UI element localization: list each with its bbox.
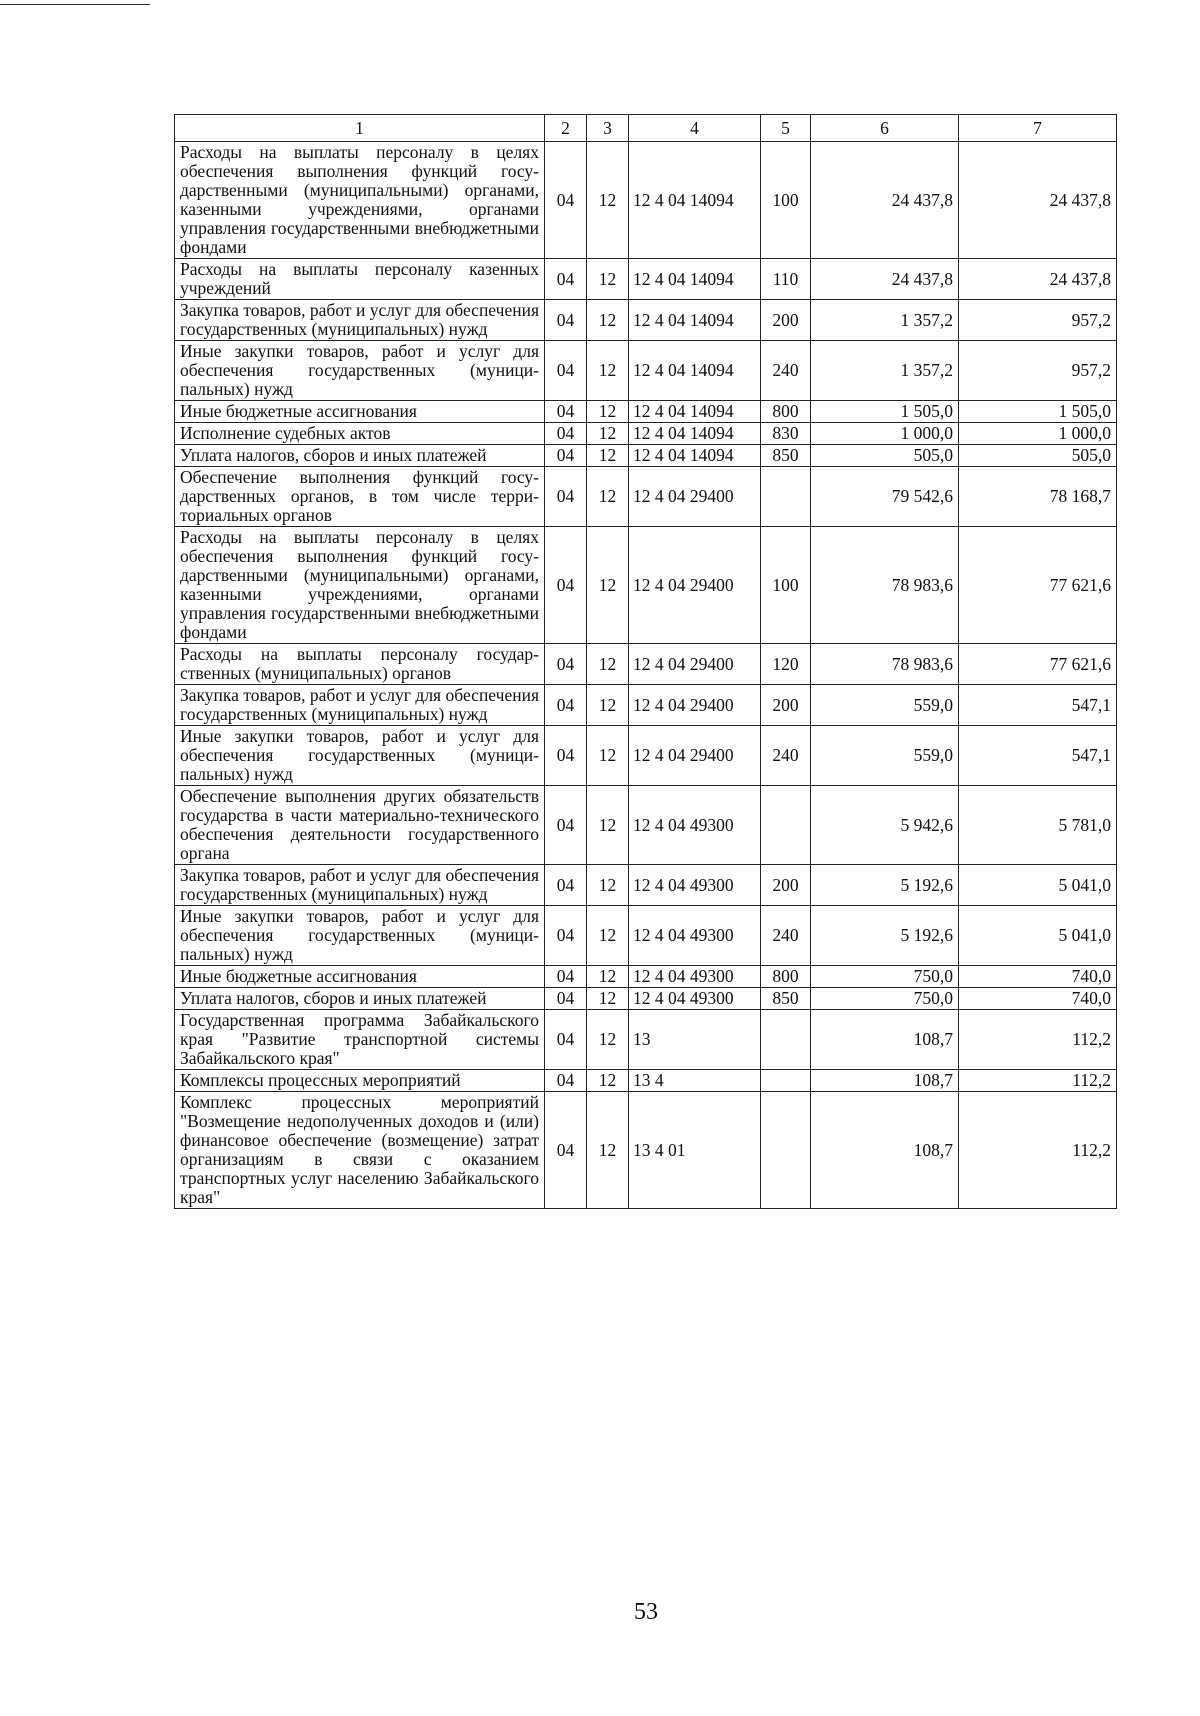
cell-name: Государственная программа Забайкальского края "Развитие транспортной системы Забайкальского края" [175,1010,545,1070]
cell-target-article: 12 4 04 49300 [629,988,761,1010]
table-row [175,1010,1117,1070]
cell-amount-year-1: 5 942,6 [811,786,959,865]
cell-name: Закупка товаров, работ и услуг для обеспечения государственных (муниципальных) нужд [175,300,545,341]
table-row [175,527,1117,644]
cell-amount-year-1: 1 357,2 [811,341,959,401]
cell-expense-type: 100 [761,527,811,644]
cell-subsection: 12 [587,467,629,527]
header-cell-4: 4 [629,115,761,142]
cell-section: 04 [545,906,587,966]
cell-target-article: 12 4 04 49300 [629,966,761,988]
cell-amount-year-1: 750,0 [811,966,959,988]
cell-amount-year-2: 78 168,7 [959,467,1117,527]
cell-amount-year-2: 740,0 [959,988,1117,1010]
cell-amount-year-2: 24 437,8 [959,259,1117,300]
cell-amount-year-1: 559,0 [811,685,959,726]
cell-name: Расходы на выплаты персоналу в целях обеспечения выполнения функций государственными (муниципальными) органами, казенными учреждениями, органами управления государственными внебюджетными фондами [175,142,545,259]
cell-amount-year-2: 547,1 [959,726,1117,786]
cell-section: 04 [545,259,587,300]
cell-subsection: 12 [587,1010,629,1070]
cell-subsection: 12 [587,527,629,644]
cell-amount-year-1: 78 983,6 [811,527,959,644]
cell-expense-type: 240 [761,341,811,401]
cell-subsection: 12 [587,142,629,259]
cell-expense-type: 200 [761,865,811,906]
cell-expense-type: 200 [761,685,811,726]
cell-name: Обеспечение выполнения других обязательств государства в части материально-технического обеспечения деятельности государственного органа [175,786,545,865]
cell-target-article: 12 4 04 14094 [629,341,761,401]
cell-name: Исполнение судебных актов [175,423,545,445]
cell-target-article: 12 4 04 14094 [629,401,761,423]
cell-amount-year-1: 5 192,6 [811,865,959,906]
cell-subsection: 12 [587,685,629,726]
cell-section: 04 [545,527,587,644]
cell-target-article: 12 4 04 29400 [629,685,761,726]
table-row [175,685,1117,726]
cell-amount-year-1: 750,0 [811,988,959,1010]
header-cell-5: 5 [761,115,811,142]
cell-section: 04 [545,865,587,906]
cell-name: Комплекс процессных мероприятий "Возмещение недополученных доходов и (или) финансовое обеспечение (возмещение) затрат организациям в связи с оказанием транспортных услуг населению Забайкальского края" [175,1092,545,1209]
cell-subsection: 12 [587,259,629,300]
cell-expense-type: 240 [761,906,811,966]
header-cell-3: 3 [587,115,629,142]
cell-amount-year-1: 1 357,2 [811,300,959,341]
cell-target-article: 12 4 04 14094 [629,445,761,467]
cell-section: 04 [545,1070,587,1092]
cell-amount-year-1: 78 983,6 [811,644,959,685]
cell-amount-year-2: 24 437,8 [959,142,1117,259]
cell-amount-year-2: 740,0 [959,966,1117,988]
header-cell-7: 7 [959,115,1117,142]
cell-expense-type: 850 [761,445,811,467]
cell-amount-year-1: 559,0 [811,726,959,786]
cell-amount-year-1: 108,7 [811,1070,959,1092]
cell-name: Иные закупки товаров, работ и услуг для обеспечения государственных (муниципальных) нужд [175,726,545,786]
cell-section: 04 [545,786,587,865]
cell-target-article: 12 4 04 29400 [629,644,761,685]
cell-amount-year-2: 5 781,0 [959,786,1117,865]
cell-amount-year-2: 957,2 [959,300,1117,341]
cell-subsection: 12 [587,865,629,906]
cell-target-article: 13 [629,1010,761,1070]
table-row [175,341,1117,401]
cell-name: Расходы на выплаты персоналу казенных учреждений [175,259,545,300]
cell-amount-year-1: 505,0 [811,445,959,467]
cell-section: 04 [545,401,587,423]
table-row [175,988,1117,1010]
cell-expense-type: 800 [761,401,811,423]
cell-amount-year-2: 77 621,6 [959,644,1117,685]
cell-expense-type [761,467,811,527]
cell-expense-type: 120 [761,644,811,685]
cell-amount-year-2: 1 505,0 [959,401,1117,423]
table-row [175,423,1117,445]
cell-amount-year-2: 5 041,0 [959,865,1117,906]
cell-section: 04 [545,966,587,988]
cell-expense-type: 800 [761,966,811,988]
cell-name: Обеспечение выполнения функций государственных органов, в том числе территориальных органов [175,467,545,527]
cell-amount-year-1: 1 000,0 [811,423,959,445]
cell-name: Расходы на выплаты персоналу государственных (муниципальных) органов [175,644,545,685]
cell-expense-type: 240 [761,726,811,786]
cell-amount-year-1: 24 437,8 [811,259,959,300]
cell-section: 04 [545,1092,587,1209]
cell-name: Закупка товаров, работ и услуг для обеспечения государственных (муниципальных) нужд [175,865,545,906]
cell-expense-type [761,1010,811,1070]
cell-section: 04 [545,142,587,259]
cell-subsection: 12 [587,445,629,467]
cell-target-article: 12 4 04 14094 [629,423,761,445]
cell-amount-year-2: 112,2 [959,1070,1117,1092]
table-row [175,142,1117,259]
cell-amount-year-2: 957,2 [959,341,1117,401]
cell-subsection: 12 [587,1092,629,1209]
cell-name: Иные бюджетные ассигнования [175,401,545,423]
cell-section: 04 [545,300,587,341]
table-row [175,966,1117,988]
table-row [175,786,1117,865]
cell-section: 04 [545,726,587,786]
cell-target-article: 12 4 04 49300 [629,906,761,966]
header-cell-2: 2 [545,115,587,142]
cell-target-article: 12 4 04 14094 [629,259,761,300]
cell-expense-type [761,1070,811,1092]
cell-amount-year-1: 24 437,8 [811,142,959,259]
cell-target-article: 13 4 [629,1070,761,1092]
cell-subsection: 12 [587,988,629,1010]
cell-name: Расходы на выплаты персоналу в целях обеспечения выполнения функций государственными (муниципальными) органами, казенными учреждениями, органами управления государственными внебюджетными фондами [175,527,545,644]
cell-section: 04 [545,341,587,401]
cell-name: Иные бюджетные ассигнования [175,966,545,988]
table-row [175,401,1117,423]
cell-amount-year-2: 5 041,0 [959,906,1117,966]
cell-amount-year-2: 112,2 [959,1010,1117,1070]
cell-expense-type: 110 [761,259,811,300]
cell-subsection: 12 [587,401,629,423]
table-row [175,467,1117,527]
cell-expense-type: 850 [761,988,811,1010]
cell-section: 04 [545,644,587,685]
cell-amount-year-1: 5 192,6 [811,906,959,966]
cell-subsection: 12 [587,423,629,445]
cell-expense-type: 830 [761,423,811,445]
cell-target-article: 13 4 01 [629,1092,761,1209]
table-row [175,726,1117,786]
cell-amount-year-2: 1 000,0 [959,423,1117,445]
header-cell-6: 6 [811,115,959,142]
cell-section: 04 [545,685,587,726]
cell-name: Закупка товаров, работ и услуг для обеспечения государственных (муниципальных) нужд [175,685,545,726]
cell-expense-type: 200 [761,300,811,341]
cell-name: Уплата налогов, сборов и иных платежей [175,445,545,467]
page-number: 53 [634,1599,658,1625]
cell-name: Уплата налогов, сборов и иных платежей [175,988,545,1010]
cell-name: Иные закупки товаров, работ и услуг для обеспечения государственных (муниципальных) нужд [175,906,545,966]
cell-amount-year-1: 79 542,6 [811,467,959,527]
cell-target-article: 12 4 04 14094 [629,142,761,259]
cell-subsection: 12 [587,1070,629,1092]
cell-amount-year-1: 108,7 [811,1092,959,1209]
cell-subsection: 12 [587,906,629,966]
cell-section: 04 [545,467,587,527]
cell-subsection: 12 [587,726,629,786]
cell-target-article: 12 4 04 49300 [629,865,761,906]
cell-subsection: 12 [587,966,629,988]
cell-name: Иные закупки товаров, работ и услуг для обеспечения государственных (муниципальных) нужд [175,341,545,401]
cell-expense-type [761,786,811,865]
table-row [175,445,1117,467]
cell-amount-year-1: 108,7 [811,1010,959,1070]
cell-subsection: 12 [587,300,629,341]
table-row [175,906,1117,966]
cell-section: 04 [545,423,587,445]
cell-amount-year-2: 505,0 [959,445,1117,467]
cell-amount-year-2: 77 621,6 [959,527,1117,644]
cell-section: 04 [545,1010,587,1070]
header-cell-1: 1 [175,115,545,142]
cell-target-article: 12 4 04 29400 [629,467,761,527]
budget-table [174,114,1117,1209]
table-row [175,300,1117,341]
cell-subsection: 12 [587,341,629,401]
table-row [175,644,1117,685]
cell-section: 04 [545,988,587,1010]
cell-target-article: 12 4 04 29400 [629,726,761,786]
cell-subsection: 12 [587,786,629,865]
cell-target-article: 12 4 04 49300 [629,786,761,865]
scan-edge-line [0,4,150,5]
cell-amount-year-2: 112,2 [959,1092,1117,1209]
cell-target-article: 12 4 04 14094 [629,300,761,341]
cell-section: 04 [545,445,587,467]
cell-target-article: 12 4 04 29400 [629,527,761,644]
cell-subsection: 12 [587,644,629,685]
cell-expense-type: 100 [761,142,811,259]
table-header-row [175,115,1117,142]
table-row [175,865,1117,906]
table-row [175,259,1117,300]
table-row [175,1092,1117,1209]
cell-amount-year-1: 1 505,0 [811,401,959,423]
table-row [175,1070,1117,1092]
cell-expense-type [761,1092,811,1209]
cell-name: Комплексы процессных мероприятий [175,1070,545,1092]
cell-amount-year-2: 547,1 [959,685,1117,726]
